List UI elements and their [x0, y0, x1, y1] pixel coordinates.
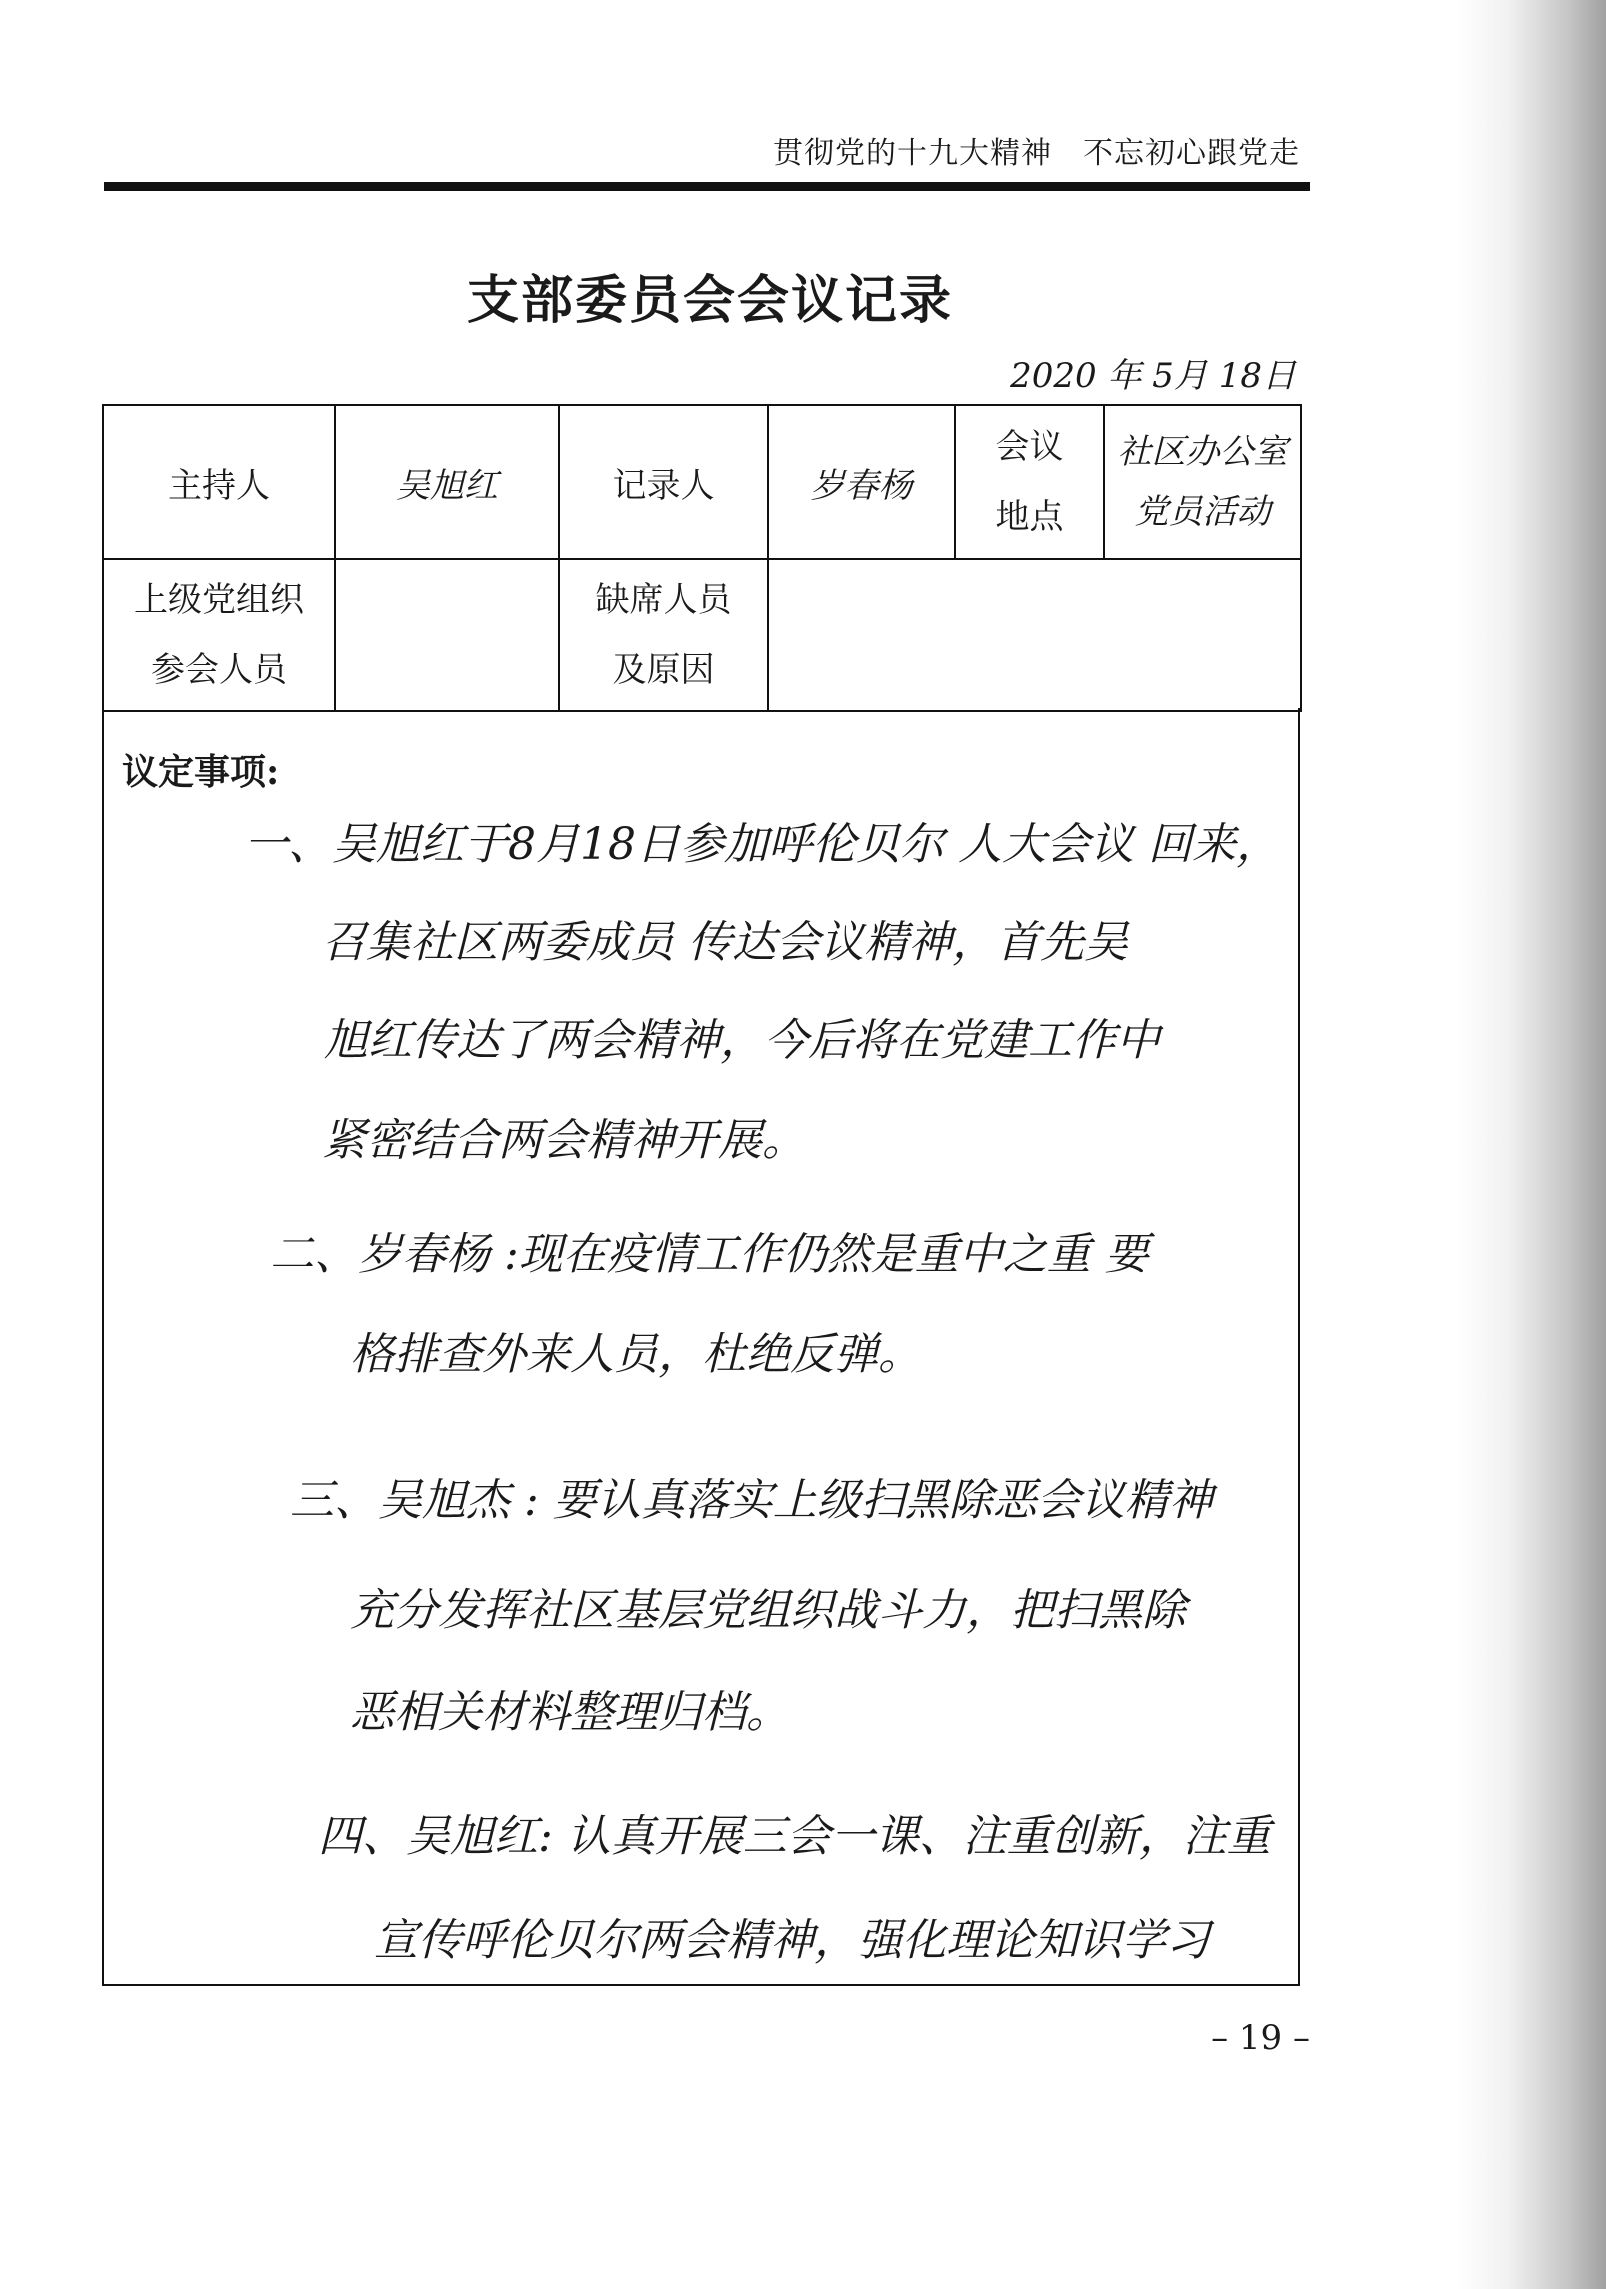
header-divider	[104, 182, 1310, 191]
absent-label-line-2: 及原因	[612, 650, 715, 690]
superior-attendees-value	[335, 559, 559, 711]
location-value	[1104, 405, 1301, 559]
superior-attendees-label	[103, 559, 335, 711]
resolution-line: 紧密结合两会精神开展。	[322, 1115, 806, 1166]
host-value: 吴旭红	[335, 405, 559, 559]
scan-edge-shadow	[1456, 0, 1606, 2289]
resolution-line: 二、岁春杨 :现在疫情工作仍然是重中之重 要	[270, 1229, 1149, 1280]
location-value-line-2: 党员活动	[1134, 492, 1271, 532]
recorder-label: 记录人	[559, 405, 768, 559]
resolution-line: 充分发挥社区基层党组织战斗力，把扫黑除	[350, 1585, 1186, 1636]
table-row-host	[103, 405, 1301, 559]
recorder-value: 岁春杨	[768, 405, 955, 559]
page-number: – 19 –	[1211, 2018, 1310, 2058]
resolution-line: 四、吴旭红: 认真开展三会一课、注重创新，注重	[318, 1811, 1271, 1862]
host-label: 主持人	[103, 405, 335, 559]
resolution-line: 召集社区两委成员 传达会议精神，首先吴	[322, 917, 1128, 968]
absentees-label	[559, 559, 768, 711]
superior-label-line-1: 上级党组织	[134, 580, 304, 620]
resolution-line: 三、吴旭杰 : 要认真落实上级扫黑除恶会议精神	[290, 1475, 1213, 1526]
location-label	[955, 405, 1104, 559]
resolution-line: 一、吴旭红于8月18日参加呼伦贝尔 人大会议 回来，	[244, 819, 1280, 870]
location-label-line-2: 地点	[995, 497, 1064, 537]
header-slogan: 贯彻党的十九大精神 不忘初心跟党走	[773, 136, 1300, 171]
resolutions-label: 议定事项:	[122, 751, 280, 793]
table-row-attendance	[103, 559, 1301, 711]
page-title: 支部委员会会议记录	[466, 270, 953, 331]
superior-label-line-2: 参会人员	[151, 650, 287, 690]
resolution-line: 宣传呼伦贝尔两会精神，强化理论知识学习	[374, 1915, 1210, 1966]
absentees-value	[768, 559, 1301, 711]
resolutions-section	[102, 708, 1300, 1986]
location-value-line-1: 社区办公室	[1117, 432, 1288, 472]
meeting-date: 2020 年 5月 18日	[1010, 356, 1296, 396]
resolution-line: 恶相关材料整理归档。	[350, 1687, 790, 1738]
resolution-line: 格排查外来人员，杜绝反弹。	[350, 1329, 922, 1380]
location-label-line-1: 会议	[995, 427, 1064, 467]
resolution-line: 旭红传达了两会精神，今后将在党建工作中	[324, 1015, 1160, 1066]
absent-label-line-1: 缺席人员	[595, 580, 732, 620]
meeting-info-table	[102, 404, 1302, 712]
